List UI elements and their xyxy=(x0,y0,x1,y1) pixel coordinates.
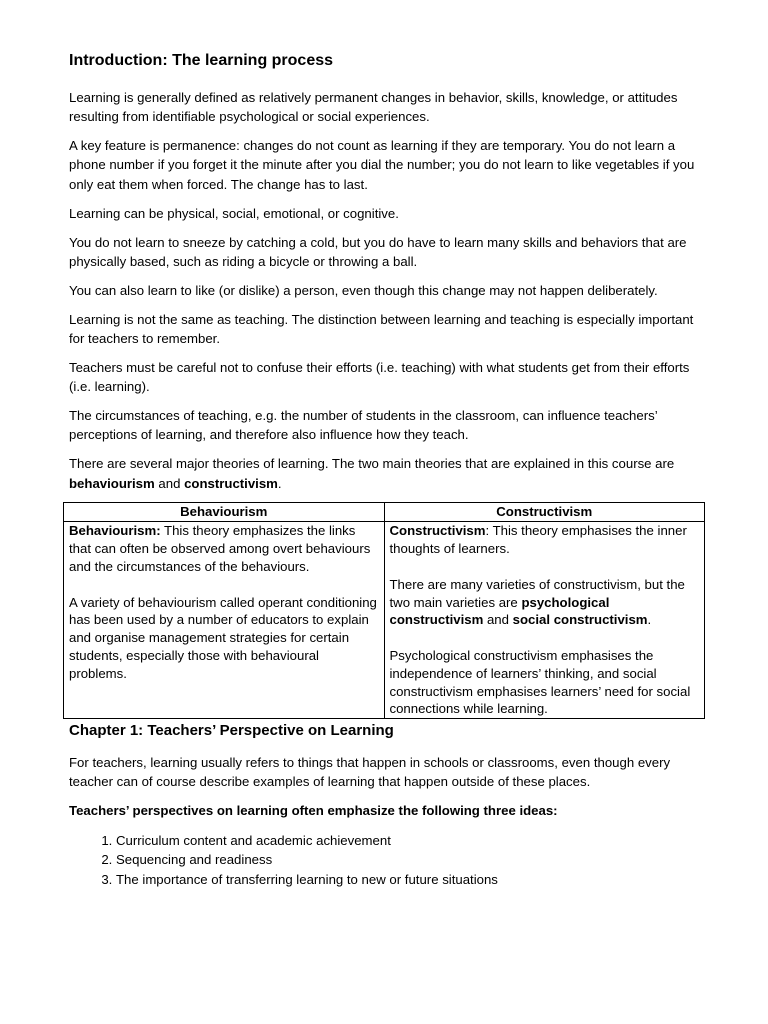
theories-table xyxy=(63,502,705,719)
term-behaviourism: behaviourism xyxy=(69,475,155,491)
varieties-after: . xyxy=(647,612,652,628)
cell-constructivism xyxy=(384,522,705,719)
behaviourism-definition-text: This theory emphasizes the links that can often be observed among overt behaviours and the circumstances of the behaviours. xyxy=(69,523,371,574)
theories-sentence xyxy=(69,454,709,493)
term-constructivism: constructivism xyxy=(184,475,278,491)
document-content xyxy=(69,50,709,889)
constructivism-definition-text: : This theory emphasises the inner thoughts of learners. xyxy=(389,523,687,557)
intro-paragraph-2: A key feature is permanence: changes do not count as learning if they are temporary. You do not learn a phone number if you forget it the minute after you dial the number; you do not learn to like vegetables if you only eat them when forced. The change has to last. xyxy=(69,138,695,192)
list-item: 3. The importance of transferring learning to new or future situations xyxy=(116,870,709,890)
intro-heading: Introduction: The learning process xyxy=(69,52,334,69)
varieties-between: and xyxy=(483,612,513,628)
constructivism-comparison: Psychological constructivism emphasises the independence of learners’ thinking, and social constructivism emphasises learners’ need for social connections while learning. xyxy=(389,647,691,717)
header-behaviourism: Behaviourism xyxy=(64,503,385,522)
intro-paragraph-6: Learning is not the same as teaching. The distinction between learning and teaching is especially important for teachers to remember. xyxy=(69,311,694,346)
intro-paragraph-1: Learning is generally defined as relatively permanent changes in behavior, skills, knowledge, or attitudes resulting from identifiable psychological or social experiences. xyxy=(69,90,678,125)
intro-paragraph-5: You can also learn to like (or dislike) a person, even though this change may not happen deliberately. xyxy=(69,282,658,298)
ideas-list xyxy=(69,831,709,890)
header-constructivism: Constructivism xyxy=(384,503,705,522)
intro-paragraph-7: Teachers must be careful not to confuse their efforts (i.e. teaching) with what students get from their efforts (i.e. learning). xyxy=(69,359,690,395)
list-item: 2. Sequencing and readiness xyxy=(116,850,709,870)
cell-behaviourism xyxy=(64,522,385,719)
behaviourism-definition xyxy=(69,522,379,575)
constructivism-varieties xyxy=(390,576,700,629)
constructivism-definition xyxy=(390,522,700,558)
intro-paragraph-4: You do not learn to sneeze by catching a cold, but you do have to learn many skills and behaviors that are physically based, such as riding a bicycle or throwing a ball. xyxy=(69,234,687,269)
intro-paragraph-3: Learning can be physical, social, emotional, or cognitive. xyxy=(69,205,399,221)
intro-paragraph-8: The circumstances of teaching, e.g. the number of students in the classroom, can influence teachers’ perceptions of learning, and therefore also influence how they teach. xyxy=(69,408,658,443)
varieties-before: There are many varieties of constructivism, but the two main varieties are xyxy=(389,576,685,610)
ideas-heading: Teachers’ perspectives on learning often emphasize the following three ideas: xyxy=(69,803,558,819)
behaviourism-term: Behaviourism: xyxy=(69,523,161,539)
term-psychological-constructivism: psychological constructivism xyxy=(389,594,610,628)
chapter-1-heading: Chapter 1: Teachers’ Perspective on Learning xyxy=(69,722,394,740)
term-social-constructivism: social constructivism xyxy=(512,612,648,628)
list-item: 1. Curriculum content and academic achievement xyxy=(116,831,709,851)
theories-sentence-between: and xyxy=(154,475,185,491)
behaviourism-operant: A variety of behaviourism called operant conditioning has been used by a number of educators to explain and organise management strategies for certain students, especially those with behavioural problems. xyxy=(69,594,377,681)
table-row xyxy=(64,522,705,719)
theories-sentence-after: . xyxy=(277,475,282,491)
chapter-1-paragraph: For teachers, learning usually refers to things that happen in schools or classrooms, even though every teacher can of course describe examples of learning that happen outside of these places. xyxy=(69,755,671,790)
table-header-row xyxy=(64,503,705,522)
theories-sentence-before: There are several major theories of learning. The two main theories that are explained in this course are xyxy=(69,456,675,472)
constructivism-term: Constructivism xyxy=(389,523,486,539)
